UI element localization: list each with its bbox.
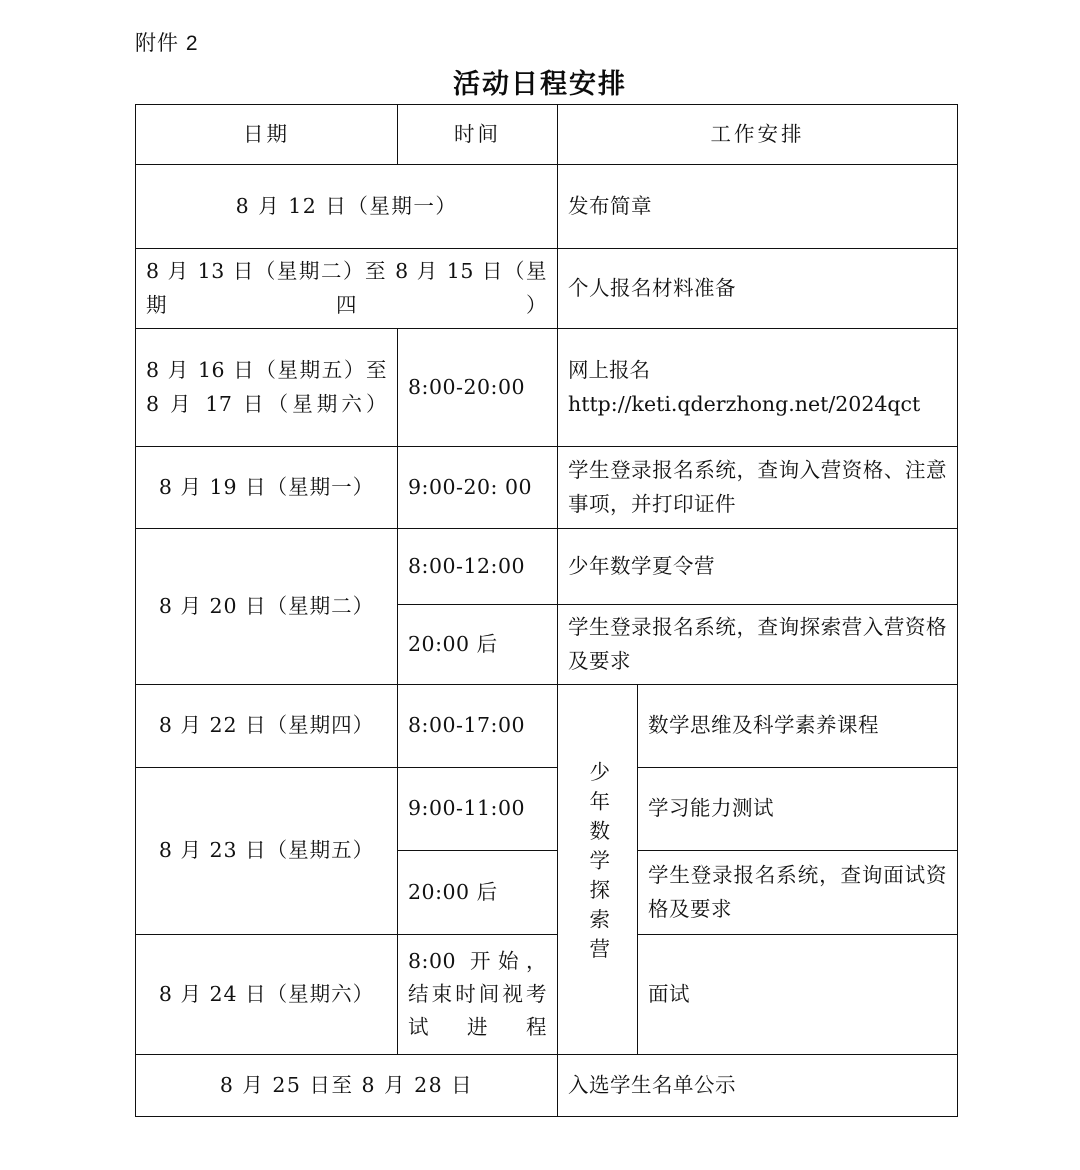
- cell-time: 8:00-17:00: [398, 685, 558, 768]
- table-row: [136, 768, 958, 851]
- cell-work: 学生登录报名系统，查询面试资格及要求: [638, 851, 958, 935]
- schedule-table: [135, 104, 958, 1117]
- cell-work: [558, 329, 958, 447]
- cell-date: 8 月 25 日至 8 月 28 日: [136, 1055, 558, 1117]
- table-row: [136, 447, 958, 529]
- cell-time: 8:00-12:00: [398, 529, 558, 605]
- table-row: [136, 935, 958, 1055]
- cell-date: 8 月 22 日（星期四）: [136, 685, 398, 768]
- cell-work: 学生登录报名系统，查询入营资格、注意事项，并打印证件: [558, 447, 958, 529]
- table-row: [136, 529, 958, 605]
- table-row: [136, 165, 958, 249]
- page-title: 活动日程安排: [453, 69, 627, 99]
- cell-time: 20:00 后: [398, 851, 558, 935]
- table-header-row: [136, 105, 958, 165]
- cell-work: 学生登录报名系统，查询探索营入营资格及要求: [558, 605, 958, 685]
- cell-work: 面试: [638, 935, 958, 1055]
- cell-work: 数学思维及科学素养课程: [638, 685, 958, 768]
- cell-work: 个人报名材料准备: [558, 249, 958, 329]
- header-time: 时间: [398, 105, 558, 165]
- cell-date: 8 月 16 日（星期五）至 8 月 17 日（星期六）: [136, 329, 398, 447]
- cell-work: 少年数学夏令营: [558, 529, 958, 605]
- cell-date: 8 月 23 日（星期五）: [136, 768, 398, 935]
- cell-time: 9:00-20: 00: [398, 447, 558, 529]
- table-row: [136, 1055, 958, 1117]
- cell-time: 9:00-11:00: [398, 768, 558, 851]
- table-row: [136, 329, 958, 447]
- cell-date: 8 月 19 日（星期一）: [136, 447, 398, 529]
- cell-date: 8 月 13 日（星期二）至 8 月 15 日（星期四）: [136, 249, 558, 329]
- vertical-group-text: 少年数学探索营: [585, 761, 610, 968]
- cell-work: 发布简章: [558, 165, 958, 249]
- header-date: 日期: [136, 105, 398, 165]
- cell-time: 20:00 后: [398, 605, 558, 685]
- work-text: 网上报名: [568, 358, 650, 383]
- cell-time: 8:00 开始，结束时间视考试进程: [398, 935, 558, 1055]
- header-work: 工作安排: [558, 105, 958, 165]
- cell-time: 8:00-20:00: [398, 329, 558, 447]
- cell-date: 8 月 24 日（星期六）: [136, 935, 398, 1055]
- registration-url[interactable]: http://keti.qderzhong.net/2024qct: [568, 391, 921, 416]
- attachment-label: 附件 2: [135, 32, 199, 55]
- cell-date: 8 月 12 日（星期一）: [136, 165, 558, 249]
- cell-work: 入选学生名单公示: [558, 1055, 958, 1117]
- table-row: [136, 685, 958, 768]
- cell-date: 8 月 20 日（星期二）: [136, 529, 398, 685]
- cell-group-label: [558, 685, 638, 1055]
- table-row: [136, 249, 958, 329]
- cell-work: 学习能力测试: [638, 768, 958, 851]
